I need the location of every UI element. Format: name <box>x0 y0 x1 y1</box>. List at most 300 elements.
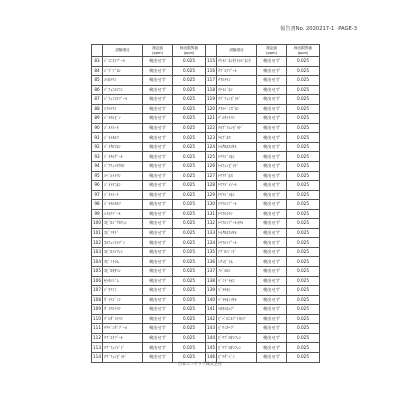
cell-l-name: ｽﾋﾟﾛｷｻﾐﾝ <box>103 267 143 277</box>
cell-l-std: 0.025 <box>173 104 206 114</box>
table-body <box>92 57 320 363</box>
table-row <box>92 190 320 200</box>
cell-l-no: 100 <box>92 219 103 229</box>
cell-r-std: 0.025 <box>287 314 320 324</box>
cell-r-no: 121 <box>206 114 217 124</box>
cell-l-res: 検出せず <box>143 238 173 248</box>
cell-l-no: 102 <box>92 238 103 248</box>
cell-r-no: 132 <box>206 219 217 229</box>
cell-l-name: ｼﾞｴﾆｺﾅｿﾞｰﾙ <box>103 57 143 67</box>
cell-r-std: 0.025 <box>287 238 320 248</box>
cell-r-no: 133 <box>206 228 217 238</box>
cell-r-no: 125 <box>206 152 217 162</box>
cell-l-name: ｼﾞﾌｪﾉｺﾅｿﾞｰﾙ <box>103 95 143 105</box>
cell-l-no: 106 <box>92 276 103 286</box>
cell-l-res: 検出せず <box>143 152 173 162</box>
table-row <box>92 104 320 114</box>
cell-r-no: 135 <box>206 247 217 257</box>
cell-r-res: 検出せず <box>257 324 287 334</box>
cell-l-name: ｼﾌﾙﾄﾘﾝ <box>103 104 143 114</box>
cell-r-no: 138 <box>206 276 217 286</box>
cell-r-no: 126 <box>206 162 217 172</box>
cell-l-res: 検出せず <box>143 267 173 277</box>
cell-l-no: 97 <box>92 190 103 200</box>
cell-l-no: 109 <box>92 305 103 315</box>
cell-l-no: 91 <box>92 133 103 143</box>
cell-l-std: 0.025 <box>173 276 206 286</box>
cell-r-std: 0.025 <box>287 66 320 76</box>
cell-l-name: ｽﾋﾟﾛｼﾞｸﾛﾌｪﾝ <box>103 219 143 229</box>
cell-l-no: 94 <box>92 162 103 172</box>
cell-l-res: 検出せず <box>143 114 173 124</box>
cell-r-name: ﾄﾙｸﾛﾎｽﾒﾁﾙ <box>217 142 257 152</box>
table-row <box>92 305 320 315</box>
cell-l-std: 0.025 <box>173 352 206 362</box>
cell-r-std: 0.025 <box>287 171 320 181</box>
cell-r-no: 128 <box>206 181 217 191</box>
cell-l-no: 113 <box>92 343 103 353</box>
cell-r-no: 118 <box>206 85 217 95</box>
cell-r-name: ﾄﾘﾌﾙﾐｿﾞｰﾙﾒﾁﾙ <box>217 219 257 229</box>
cell-r-res: 検出せず <box>257 219 287 229</box>
table-row <box>92 133 320 143</box>
cell-r-name: ﾄﾘｱｼﾞﾒﾉｰﾙ <box>217 181 257 191</box>
table-row <box>92 247 320 257</box>
cell-l-res: 検出せず <box>143 190 173 200</box>
header-item-right: 試験項目 <box>217 45 257 57</box>
cell-r-std: 0.025 <box>287 114 320 124</box>
cell-r-res: 検出せず <box>257 305 287 315</box>
table-row <box>92 95 320 105</box>
cell-r-std: 0.025 <box>287 76 320 86</box>
cell-r-no: 115 <box>206 57 217 67</box>
cell-l-no: 93 <box>92 152 103 162</box>
cell-l-res: 検出せず <box>143 324 173 334</box>
cell-r-name: ﾊﾛｷｼﾎｯﾌﾟ <box>217 305 257 315</box>
cell-l-name: ｼﾞﾌﾞﾌﾞﾛﾝ <box>103 66 143 76</box>
cell-l-no: 107 <box>92 286 103 296</box>
cell-r-res: 検出せず <box>257 123 287 133</box>
cell-r-std: 0.025 <box>287 257 320 267</box>
cell-l-std: 0.025 <box>173 209 206 219</box>
cell-l-res: 検出せず <box>143 171 173 181</box>
cell-l-no: 98 <box>92 200 103 210</box>
cell-l-std: 0.025 <box>173 343 206 353</box>
cell-l-name: ｼﾞｱﾌｪﾝﾁｳﾛﾝ <box>103 162 143 172</box>
cell-l-std: 0.025 <box>173 162 206 172</box>
cell-l-std: 0.025 <box>173 324 206 334</box>
cell-r-name: ﾊﾟﾗﾁｵﾝ <box>217 286 257 296</box>
cell-r-no: 140 <box>206 295 217 305</box>
cell-r-std: 0.025 <box>287 85 320 95</box>
cell-r-name: ﾃﾄﾗｼﾞﾎﾝ <box>217 85 257 95</box>
table-row <box>92 257 320 267</box>
cell-r-name: ﾊﾟﾗﾁｵﾝﾒﾁﾙ <box>217 295 257 305</box>
table-row <box>92 85 320 95</box>
cell-r-std: 0.025 <box>287 286 320 296</box>
cell-l-name: ｼﾒｺﾅｿﾞｰﾙ <box>103 209 143 219</box>
cell-l-res: 検出せず <box>143 133 173 143</box>
cell-l-std: 0.025 <box>173 95 206 105</box>
cell-l-res: 検出せず <box>143 123 173 133</box>
cell-l-std: 0.025 <box>173 114 206 124</box>
cell-r-no: 146 <box>206 352 217 362</box>
cell-r-name: ﾃﾌﾙﾄﾘﾝ <box>217 76 257 86</box>
cell-r-name: ﾉﾊﾞﾙﾛﾝ <box>217 267 257 277</box>
cell-r-name: ﾃﾌﾙﾍﾞﾝｽﾞﾛﾝ <box>217 104 257 114</box>
cell-r-res: 検出せず <box>257 228 287 238</box>
cell-l-res: 検出せず <box>143 295 173 305</box>
cell-l-name: ﾁｱﾍﾞﾝﾀﾞｿﾞｰﾙ <box>103 324 143 334</box>
cell-r-res: 検出せず <box>257 66 287 76</box>
cell-r-std: 0.025 <box>287 162 320 172</box>
table-row <box>92 238 320 248</box>
cell-r-std: 0.025 <box>287 295 320 305</box>
header-result-left: 測定値 (ppm) <box>143 45 173 57</box>
cell-r-no: 131 <box>206 209 217 219</box>
cell-r-name: ﾄﾘｱｼﾞﾒﾎﾝ <box>217 152 257 162</box>
cell-r-std: 0.025 <box>287 57 320 67</box>
cell-l-res: 検出せず <box>143 76 173 86</box>
cell-r-name: ﾆﾃﾝﾋﾟﾗﾑ <box>217 257 257 267</box>
cell-l-no: 111 <box>92 324 103 334</box>
cell-r-no: 145 <box>206 343 217 353</box>
cell-r-name: ﾋﾟﾍﾟﾛﾆﾙﾌﾞﾄｷｼﾄﾞ <box>217 314 257 324</box>
table-row <box>92 76 320 86</box>
cell-l-no: 104 <box>92 257 103 267</box>
cell-r-no: 136 <box>206 257 217 267</box>
cell-r-std: 0.025 <box>287 324 320 334</box>
cell-r-std: 0.025 <box>287 104 320 114</box>
cell-r-name: ﾄﾙﾌｪﾝﾋﾟﾗﾄﾞ <box>217 162 257 172</box>
page-number: PAGE-3 <box>338 26 357 32</box>
cell-r-no: 127 <box>206 171 217 181</box>
cell-l-name: ｼﾞﾒｸﾛﾌｵﾝ <box>103 142 143 152</box>
table-row <box>92 276 320 286</box>
table-row <box>92 209 320 219</box>
cell-r-res: 検出せず <box>257 57 287 67</box>
cell-r-name: ﾄﾙｸﾛﾎｽﾒﾁﾙ <box>217 228 257 238</box>
cell-l-no: 110 <box>92 314 103 324</box>
cell-l-no: 87 <box>92 95 103 105</box>
cell-r-name: ﾃﾞﾙﾀﾒﾄﾘﾝ <box>217 114 257 124</box>
cell-r-std: 0.025 <box>287 305 320 315</box>
cell-r-res: 検出せず <box>257 76 287 86</box>
cell-l-std: 0.025 <box>173 76 206 86</box>
results-table <box>91 44 320 363</box>
cell-l-name: ﾃﾌﾞｺﾅｿﾞｰﾙ <box>103 333 143 343</box>
cell-r-no: 139 <box>206 286 217 296</box>
cell-r-res: 検出せず <box>257 333 287 343</box>
cell-r-name: ﾄﾘﾌﾙﾐｿﾞｰﾙ <box>217 200 257 210</box>
cell-l-name: ﾃﾞﾙﾀﾞﾒﾄﾘﾝ <box>103 314 143 324</box>
cell-l-name: ﾀﾞｲﾌﾙﾄﾘﾝ <box>103 305 143 315</box>
cell-r-no: 142 <box>206 314 217 324</box>
cell-l-std: 0.025 <box>173 152 206 162</box>
cell-l-name: ｼﾞﾒﾄﾓﾙﾌ <box>103 133 143 143</box>
cell-r-res: 検出せず <box>257 85 287 95</box>
cell-r-std: 0.025 <box>287 209 320 219</box>
cell-r-res: 検出せず <box>257 104 287 114</box>
cell-l-name: ｽﾋﾟﾉｻﾄﾞ <box>103 228 143 238</box>
cell-l-name: ﾃﾌﾞﾌｪﾝﾋﾟﾗﾄﾞ <box>103 352 143 362</box>
cell-r-res: 検出せず <box>257 142 287 152</box>
cell-l-no: 92 <box>92 142 103 152</box>
cell-l-res: 検出せず <box>143 200 173 210</box>
table-row <box>92 123 320 133</box>
cell-l-name: ｼﾞﾌｪﾆﾙｱﾐﾝ <box>103 85 143 95</box>
cell-r-res: 検出せず <box>257 190 287 200</box>
cell-l-name: ｽﾋﾟﾛﾒｼﾌｪﾝ <box>103 247 143 257</box>
cell-r-std: 0.025 <box>287 123 320 133</box>
cell-r-std: 0.025 <box>287 228 320 238</box>
cell-r-res: 検出せず <box>257 152 287 162</box>
cell-r-res: 検出せず <box>257 133 287 143</box>
cell-r-no: 141 <box>206 305 217 315</box>
cell-r-name: ﾋﾟﾘﾌﾟﾛｷｼﾌｪﾝ <box>217 333 257 343</box>
cell-r-name: ﾃﾄﾗｼﾞﾎﾝ(ﾃﾄﾗｼﾞﾎﾝ) <box>217 57 257 67</box>
header-limit-left: 検出限界値 (ppm) <box>173 45 206 57</box>
cell-l-std: 0.025 <box>173 133 206 143</box>
cell-l-name: ｼﾞﾒﾁﾙﾋﾟﾝ <box>103 114 143 124</box>
cell-l-res: 検出せず <box>143 142 173 152</box>
cell-l-name: ｼﾞﾒﾁﾙｸﾞｰﾙ <box>103 152 143 162</box>
table-row <box>92 171 320 181</box>
table-row <box>92 286 320 296</box>
table-row <box>92 142 320 152</box>
cell-r-no: 124 <box>206 142 217 152</box>
cell-l-res: 検出せず <box>143 66 173 76</box>
cell-r-no: 123 <box>206 133 217 143</box>
cell-r-no: 137 <box>206 267 217 277</box>
cell-l-no: 90 <box>92 123 103 133</box>
cell-l-name: ｼﾞﾁｱﾉﾝ <box>103 286 143 296</box>
cell-l-res: 検出せず <box>143 276 173 286</box>
cell-r-res: 検出せず <box>257 171 287 181</box>
cell-l-res: 検出せず <box>143 95 173 105</box>
cell-l-name: ｽﾋﾟﾉﾄﾗﾑ <box>103 257 143 267</box>
cell-r-res: 検出せず <box>257 267 287 277</box>
cell-l-name: ｼﾞﾒﾁﾙﾓﾙﾌ <box>103 200 143 210</box>
cell-r-res: 検出せず <box>257 200 287 210</box>
table-row <box>92 267 320 277</box>
cell-r-name: ﾃﾙﾌﾞﾌｪﾝﾋﾟﾗﾄﾞ <box>217 123 257 133</box>
cell-l-std: 0.025 <box>173 305 206 315</box>
cell-l-std: 0.025 <box>173 295 206 305</box>
cell-r-res: 検出せず <box>257 295 287 305</box>
cell-l-std: 0.025 <box>173 247 206 257</box>
cell-l-no: 95 <box>92 171 103 181</box>
cell-l-name: ﾃﾌﾞﾌｪﾉｼﾞﾄﾞ <box>103 343 143 353</box>
cell-l-no: 114 <box>92 352 103 362</box>
cell-r-no: 143 <box>206 324 217 334</box>
cell-r-res: 検出せず <box>257 314 287 324</box>
cell-l-std: 0.025 <box>173 314 206 324</box>
cell-r-no: 134 <box>206 238 217 248</box>
cell-l-res: 検出せず <box>143 162 173 172</box>
cell-l-res: 検出せず <box>143 352 173 362</box>
cell-l-res: 検出せず <box>143 181 173 191</box>
cell-r-name: ﾄﾘｱｿﾞﾎｽ <box>217 171 257 181</box>
cell-l-name: ｼﾞﾒﾄｴｰﾄ <box>103 123 143 133</box>
cell-r-std: 0.025 <box>287 267 320 277</box>
report-number <box>280 25 357 32</box>
cell-l-name: ｼﾊﾛﾄﾘﾝ <box>103 76 143 86</box>
header-result-right: 測定値 (ppm) <box>257 45 287 57</box>
cell-l-no: 83 <box>92 57 103 67</box>
cell-r-std: 0.025 <box>287 152 320 162</box>
cell-r-no: 119 <box>206 95 217 105</box>
cell-l-std: 0.025 <box>173 238 206 248</box>
cell-r-std: 0.025 <box>287 333 320 343</box>
cell-r-res: 検出せず <box>257 286 287 296</box>
cell-r-no: 120 <box>206 104 217 114</box>
cell-r-name: ﾄﾘﾌﾙﾐｿﾞｰﾙ <box>217 238 257 248</box>
cell-l-res: 検出せず <box>143 343 173 353</box>
cell-l-std: 0.025 <box>173 228 206 238</box>
cell-r-name: ﾋﾟﾘﾐｶｰﾌﾞ <box>217 324 257 334</box>
cell-l-no: 84 <box>92 66 103 76</box>
cell-l-name: ｼﾍﾞﾙﾒﾄﾘﾝ <box>103 171 143 181</box>
cell-r-no: 122 <box>206 123 217 133</box>
cell-r-res: 検出せず <box>257 238 287 248</box>
table-row <box>92 57 320 67</box>
table-row <box>92 343 320 353</box>
cell-l-std: 0.025 <box>173 57 206 67</box>
cell-r-std: 0.025 <box>287 200 320 210</box>
cell-l-res: 検出せず <box>143 305 173 315</box>
cell-r-name: ﾃﾙﾌﾞﾎｽ <box>217 133 257 143</box>
cell-r-res: 検出せず <box>257 343 287 353</box>
cell-l-std: 0.025 <box>173 123 206 133</box>
cell-l-std: 0.025 <box>173 85 206 95</box>
table-row <box>92 162 320 172</box>
table-row <box>92 324 320 334</box>
cell-r-std: 0.025 <box>287 343 320 353</box>
cell-r-std: 0.025 <box>287 190 320 200</box>
cell-l-name: ｼﾞﾒﾄﾘﾆｵﾝ <box>103 181 143 191</box>
cell-l-std: 0.025 <box>173 200 206 210</box>
cell-r-res: 検出せず <box>257 247 287 257</box>
cell-r-res: 検出せず <box>257 352 287 362</box>
cell-r-name: ﾃﾌﾞｺﾅｿﾞｰﾙ <box>217 66 257 76</box>
cell-l-std: 0.025 <box>173 142 206 152</box>
cell-l-name: ﾀﾞｲｱｼﾞﾉﾝ <box>103 295 143 305</box>
cell-r-name: ﾄﾘﾌﾙﾗﾘﾝ <box>217 209 257 219</box>
table-row <box>92 228 320 238</box>
table-row <box>92 152 320 162</box>
table-row <box>92 66 320 76</box>
cell-l-std: 0.025 <box>173 267 206 277</box>
cell-l-res: 検出せず <box>143 85 173 95</box>
cell-r-name: ﾃﾌﾞﾌｪﾝﾋﾟﾗﾄﾞ <box>217 95 257 105</box>
cell-l-res: 検出せず <box>143 219 173 229</box>
cell-l-res: 検出せず <box>143 314 173 324</box>
cell-l-res: 検出せず <box>143 257 173 267</box>
cell-l-res: 検出せず <box>143 286 173 296</box>
cell-r-std: 0.025 <box>287 276 320 286</box>
cell-r-std: 0.025 <box>287 133 320 143</box>
cell-l-res: 検出せず <box>143 104 173 114</box>
cell-l-std: 0.025 <box>173 257 206 267</box>
cell-r-res: 検出せず <box>257 114 287 124</box>
header-limit-right: 検出限界値 (ppm) <box>287 45 320 57</box>
cell-l-std: 0.025 <box>173 171 206 181</box>
cell-r-res: 検出せず <box>257 276 287 286</box>
cell-r-name: ﾄﾘｱｼﾞﾒﾎﾝ <box>217 190 257 200</box>
cell-l-no: 108 <box>92 295 103 305</box>
cell-l-res: 検出せず <box>143 228 173 238</box>
cell-l-no: 105 <box>92 267 103 277</box>
cell-r-name: ﾅﾌﾟﾛﾊﾟﾐﾄﾞ <box>217 247 257 257</box>
table-row <box>92 181 320 191</box>
cell-r-std: 0.025 <box>287 95 320 105</box>
cell-r-std: 0.025 <box>287 247 320 257</box>
cell-r-name: ﾋﾟﾘﾀﾞﾍﾞﾝ <box>217 352 257 362</box>
table-row <box>92 333 320 343</box>
cell-r-name: ﾋﾟﾘﾌﾟﾛｷｼﾌｪﾝ <box>217 343 257 353</box>
cell-r-std: 0.025 <box>287 142 320 152</box>
header-item-left: 試験項目 <box>103 45 143 57</box>
cell-l-no: 99 <box>92 209 103 219</box>
cell-r-res: 検出せず <box>257 162 287 172</box>
cell-l-std: 0.025 <box>173 190 206 200</box>
cell-r-res: 検出せず <box>257 209 287 219</box>
cell-l-no: 101 <box>92 228 103 238</box>
report-number-text: 報告書No. 2020217-1 <box>280 26 335 32</box>
cell-l-no: 85 <box>92 76 103 86</box>
cell-l-std: 0.025 <box>173 286 206 296</box>
cell-r-no: 144 <box>206 333 217 343</box>
cell-l-name: ｼﾞﾒﾄｴｰﾄ <box>103 190 143 200</box>
cell-l-no: 89 <box>92 114 103 124</box>
table-row <box>92 314 320 324</box>
cell-l-name: ｾﾄｷｼｼﾞﾑ <box>103 276 143 286</box>
cell-l-name: ｽﾙﾌｪﾝﾄﾗｿﾞﾝ <box>103 238 143 248</box>
cell-l-std: 0.025 <box>173 219 206 229</box>
cell-r-std: 0.025 <box>287 352 320 362</box>
cell-l-res: 検出せず <box>143 209 173 219</box>
cell-l-std: 0.025 <box>173 181 206 191</box>
cell-l-no: 103 <box>92 247 103 257</box>
cell-l-res: 検出せず <box>143 247 173 257</box>
cell-l-res: 検出せず <box>143 333 173 343</box>
cell-r-res: 検出せず <box>257 257 287 267</box>
cell-l-no: 88 <box>92 104 103 114</box>
cell-l-no: 96 <box>92 181 103 191</box>
table-row <box>92 114 320 124</box>
table-row <box>92 200 320 210</box>
cell-l-res: 検出せず <box>143 57 173 67</box>
company-footer: 日本エコテック株式会社 <box>178 361 222 366</box>
table-row <box>92 295 320 305</box>
cell-r-std: 0.025 <box>287 181 320 191</box>
cell-r-no: 117 <box>206 76 217 86</box>
cell-l-std: 0.025 <box>173 66 206 76</box>
cell-l-no: 86 <box>92 85 103 95</box>
cell-l-no: 112 <box>92 333 103 343</box>
cell-r-res: 検出せず <box>257 95 287 105</box>
table-header <box>92 45 320 57</box>
cell-r-name: ﾊﾞﾐﾄﾞﾁｵﾝ <box>217 276 257 286</box>
cell-r-no: 130 <box>206 200 217 210</box>
cell-l-std: 0.025 <box>173 333 206 343</box>
cell-r-no: 116 <box>206 66 217 76</box>
cell-r-std: 0.025 <box>287 219 320 229</box>
cell-r-no: 129 <box>206 190 217 200</box>
cell-r-res: 検出せず <box>257 181 287 191</box>
table-row <box>92 219 320 229</box>
